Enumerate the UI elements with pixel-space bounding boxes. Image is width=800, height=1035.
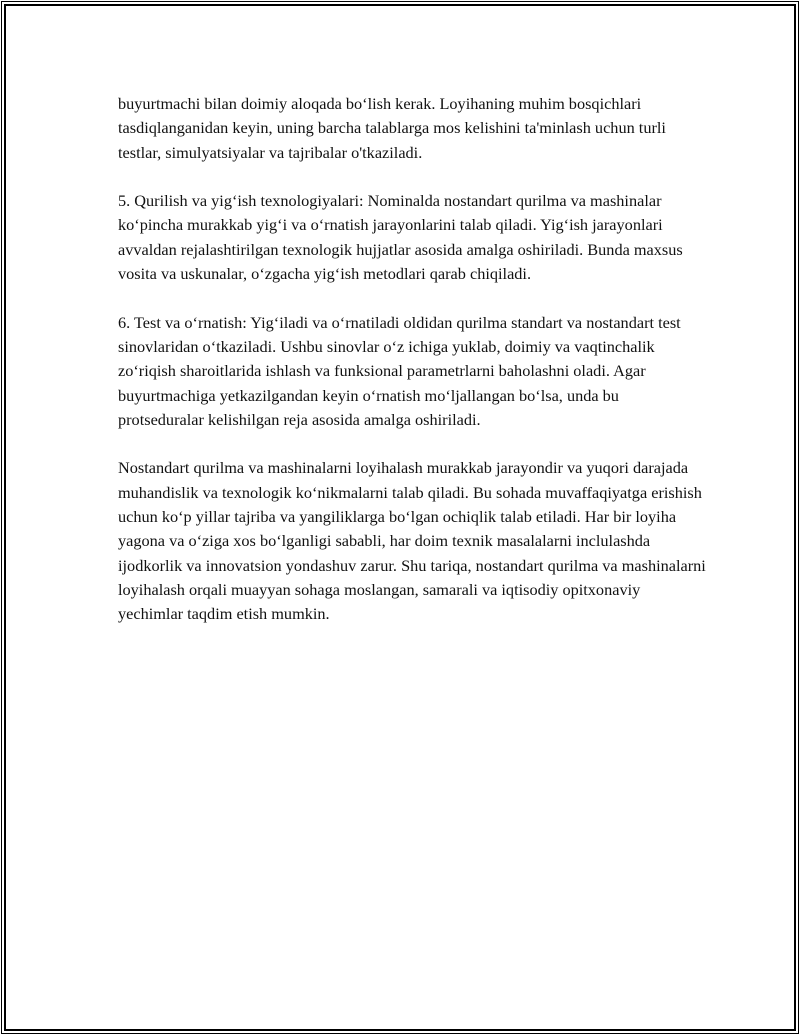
paragraph-assembly-technologies: 5. Qurilish va yig‘ish texnologiyalari: Nominalda nostandart qurilma va mashinalar ko‘pincha murakkab yig‘i va o‘rnatish jarayonlarini talab qiladi. Yig‘ish jarayonlari avvaldan rejalashtirilgan texnologik hujjatlar asosida amalga oshiriladi. Bunda maxsus vosita va uskunalar, o‘zgacha yig‘ish metodlari qarab chiqiladi. [118, 191, 683, 284]
paragraph-conclusion: Nostandart qurilma va mashinalarni loyihalash murakkab jarayondir va yuqori darajada muhandislik va texnologik ko‘nikmalarni talab qiladi. Bu sohada muvaffaqiyatga erishish uchun ko‘p yillar tajriba va yangiliklarga bo‘lgan ochiqlik talab etiladi. Har bir loyiha yagona va o‘ziga xos bo‘lganligi sababli, har doim texnik masalalarni inclulashda ijodkorlik va innovatsion yondashuv zarur. Shu tariqa, nostandart qurilma va mashinalarni loyihalash orqali muayyan sohaga moslangan, samarali va iqtisodiy opitxonaviy yechimlar taqdim etish mumkin. [118, 458, 706, 624]
paragraph-test-installation: 6. Test va o‘rnatish: Yig‘iladi va o‘rnatiladi oldidan qurilma standart va nostandart test sinovlaridan o‘tkaziladi. Ushbu sinovlar o‘z ichiga yuklab, doimiy va vaqtinchalik zo‘riqish sharoitlarida ishlash va funksional parametrlarni baholashni oladi. Agar buyurtmachiga yetkazilgandan keyin o‘rnatish mo‘ljallangan bo‘lsa, unda bu protseduralar kelishilgan reja asosida amalga oshiriladi. [118, 312, 681, 429]
document-body [118, 92, 708, 651]
paragraph-requirements-testing: buyurtmachi bilan doimiy aloqada bo‘lish kerak. Loyihaning muhim bosqichlari tasdiqlanganidan keyin, uning barcha talablarga mos kelishini ta'minlash uchun turli testlar, simulyatsiyalar va tajribalar o'tkaziladi. [118, 94, 666, 162]
